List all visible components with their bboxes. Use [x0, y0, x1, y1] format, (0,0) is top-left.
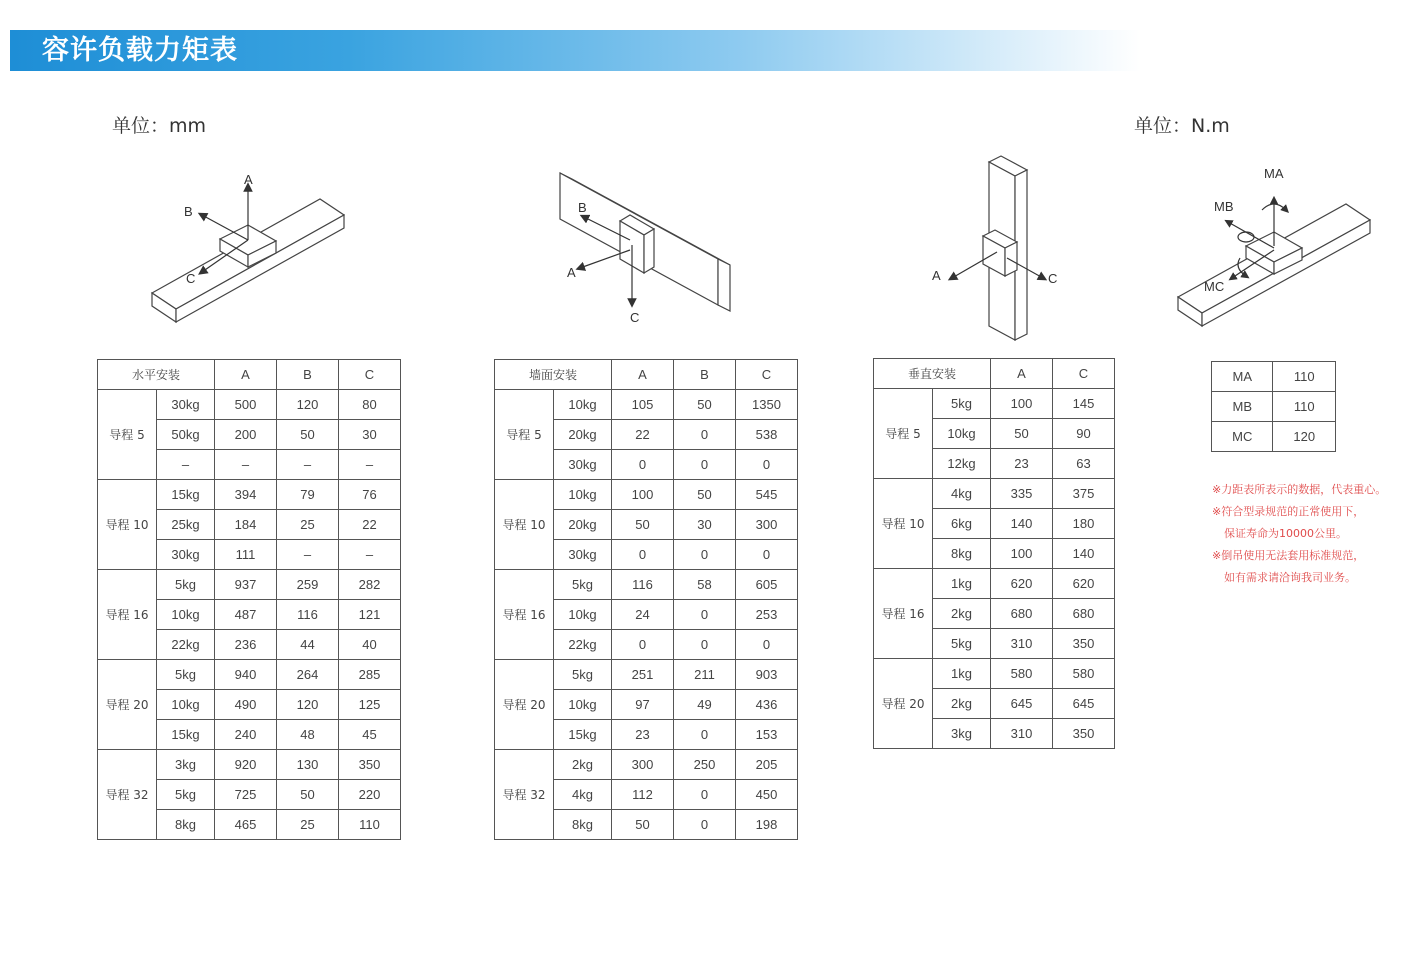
- value-cell: 0: [736, 540, 798, 570]
- table-row: [495, 390, 798, 420]
- load-cell: 8kg: [554, 810, 612, 840]
- load-cell: 20kg: [554, 510, 612, 540]
- load-cell: 2kg: [554, 750, 612, 780]
- value-cell: 545: [736, 480, 798, 510]
- diagram-moment: [1170, 160, 1380, 339]
- table-row: [98, 750, 401, 780]
- axis-c-label: C: [1048, 271, 1058, 286]
- load-cell: 5kg: [157, 660, 215, 690]
- value-cell: 80: [339, 390, 401, 420]
- diagram-horizontal: [140, 165, 360, 339]
- load-cell: 10kg: [554, 390, 612, 420]
- value-cell: 50: [277, 420, 339, 450]
- load-cell: 10kg: [157, 600, 215, 630]
- value-cell: 63: [1053, 449, 1115, 479]
- load-cell: 22kg: [554, 630, 612, 660]
- value-cell: 500: [215, 390, 277, 420]
- table-wall: [494, 359, 798, 840]
- value-cell: 250: [674, 750, 736, 780]
- lead-label: 导程 5: [495, 390, 554, 480]
- value-cell: 285: [339, 660, 401, 690]
- value-cell: 50: [991, 419, 1053, 449]
- value-cell: 50: [612, 810, 674, 840]
- value-cell: 0: [612, 450, 674, 480]
- lead-label: 导程 16: [874, 569, 933, 659]
- note-line: ※符合型录规范的正常使用下，: [1212, 505, 1365, 518]
- value-cell: 23: [991, 449, 1053, 479]
- axis-a-label: A: [567, 265, 576, 280]
- value-cell: 22: [339, 510, 401, 540]
- load-cell: 8kg: [933, 539, 991, 569]
- page-title: 容许负载力矩表: [42, 35, 238, 66]
- value-cell: 44: [277, 630, 339, 660]
- value-cell: 259: [277, 570, 339, 600]
- diagram-vertical: [925, 150, 1075, 354]
- value-cell: 184: [215, 510, 277, 540]
- table-row: [495, 480, 798, 510]
- value-cell: 153: [736, 720, 798, 750]
- load-cell: 5kg: [933, 389, 991, 419]
- value-cell: 48: [277, 720, 339, 750]
- column-header: A: [991, 359, 1053, 389]
- value-cell: 110: [339, 810, 401, 840]
- load-cell: 5kg: [554, 570, 612, 600]
- value-cell: 350: [339, 750, 401, 780]
- value-cell: 90: [1053, 419, 1115, 449]
- value-cell: 0: [674, 540, 736, 570]
- load-cell: 10kg: [554, 690, 612, 720]
- lead-label: 导程 10: [98, 480, 157, 570]
- value-cell: 205: [736, 750, 798, 780]
- notes: [1212, 479, 1386, 589]
- value-cell: 251: [612, 660, 674, 690]
- value-cell: –: [339, 540, 401, 570]
- value-cell: 0: [674, 810, 736, 840]
- value-cell: 30: [674, 510, 736, 540]
- value-cell: 0: [674, 420, 736, 450]
- value-cell: 236: [215, 630, 277, 660]
- lead-label: 导程 10: [495, 480, 554, 570]
- value-cell: 375: [1053, 479, 1115, 509]
- table-wall-body: [495, 360, 798, 840]
- value-cell: 538: [736, 420, 798, 450]
- value-cell: 490: [215, 690, 277, 720]
- load-cell: 3kg: [157, 750, 215, 780]
- moment-value: 110: [1273, 362, 1336, 392]
- table-horizontal-body: [98, 360, 401, 840]
- load-cell: 20kg: [554, 420, 612, 450]
- value-cell: 111: [215, 540, 277, 570]
- value-cell: 620: [1053, 569, 1115, 599]
- value-cell: 24: [612, 600, 674, 630]
- axis-c-label: C: [630, 310, 640, 325]
- value-cell: –: [277, 540, 339, 570]
- mounting-mode-header: 垂直安装: [874, 359, 991, 389]
- value-cell: 125: [339, 690, 401, 720]
- load-cell: 6kg: [933, 509, 991, 539]
- value-cell: 97: [612, 690, 674, 720]
- value-cell: 450: [736, 780, 798, 810]
- axis-c-label: C: [186, 271, 196, 286]
- value-cell: 58: [674, 570, 736, 600]
- load-cell: 4kg: [933, 479, 991, 509]
- axis-a-label: A: [244, 172, 253, 187]
- moment-name: MA: [1212, 362, 1273, 392]
- value-cell: 50: [277, 780, 339, 810]
- load-cell: 2kg: [933, 689, 991, 719]
- table-row: [1212, 362, 1336, 392]
- value-cell: 487: [215, 600, 277, 630]
- table-vertical-body: [874, 359, 1115, 749]
- value-cell: 25: [277, 510, 339, 540]
- load-cell: 15kg: [157, 720, 215, 750]
- load-cell: 5kg: [554, 660, 612, 690]
- diagram-wall: [550, 165, 750, 339]
- load-cell: 10kg: [554, 600, 612, 630]
- value-cell: 25: [277, 810, 339, 840]
- unit-label-mm: 单位：mm: [112, 115, 207, 137]
- table-horizontal: [97, 359, 401, 840]
- value-cell: 100: [991, 539, 1053, 569]
- lead-label: 导程 32: [495, 750, 554, 840]
- value-cell: 116: [277, 600, 339, 630]
- value-cell: –: [215, 450, 277, 480]
- table-moment-body: [1212, 362, 1336, 452]
- lead-label: 导程 16: [495, 570, 554, 660]
- column-header: B: [674, 360, 736, 390]
- load-cell: 22kg: [157, 630, 215, 660]
- load-cell: 12kg: [933, 449, 991, 479]
- load-cell: 30kg: [157, 390, 215, 420]
- value-cell: 300: [612, 750, 674, 780]
- value-cell: 76: [339, 480, 401, 510]
- moment-mc-label: MC: [1204, 279, 1225, 294]
- value-cell: 220: [339, 780, 401, 810]
- table-header-row: [874, 359, 1115, 389]
- value-cell: 0: [674, 720, 736, 750]
- table-row: [874, 389, 1115, 419]
- table-header-row: [98, 360, 401, 390]
- table-row: [495, 660, 798, 690]
- value-cell: 1350: [736, 390, 798, 420]
- value-cell: 350: [1053, 629, 1115, 659]
- value-cell: 282: [339, 570, 401, 600]
- value-cell: 105: [612, 390, 674, 420]
- value-cell: –: [339, 450, 401, 480]
- value-cell: 605: [736, 570, 798, 600]
- table-row: [98, 390, 401, 420]
- value-cell: 79: [277, 480, 339, 510]
- load-cell: 5kg: [933, 629, 991, 659]
- load-cell: 4kg: [554, 780, 612, 810]
- value-cell: 680: [1053, 599, 1115, 629]
- column-header: B: [277, 360, 339, 390]
- table-row: [1212, 422, 1336, 452]
- value-cell: 0: [674, 630, 736, 660]
- mounting-mode-header: 水平安装: [98, 360, 215, 390]
- note-line: 保证寿命为10000公里。: [1224, 527, 1347, 540]
- value-cell: 903: [736, 660, 798, 690]
- table-row: [98, 480, 401, 510]
- load-cell: 10kg: [933, 419, 991, 449]
- value-cell: 645: [1053, 689, 1115, 719]
- value-cell: 30: [339, 420, 401, 450]
- value-cell: 350: [1053, 719, 1115, 749]
- table-row: [874, 569, 1115, 599]
- load-cell: 5kg: [157, 570, 215, 600]
- value-cell: 140: [1053, 539, 1115, 569]
- value-cell: 40: [339, 630, 401, 660]
- value-cell: 940: [215, 660, 277, 690]
- load-cell: 50kg: [157, 420, 215, 450]
- value-cell: 121: [339, 600, 401, 630]
- axis-b-label: B: [184, 204, 193, 219]
- load-cell: 1kg: [933, 659, 991, 689]
- moment-mb-label: MB: [1214, 199, 1234, 214]
- table-vertical: [873, 358, 1115, 749]
- unit-label-nm: 单位：N.m: [1134, 115, 1230, 137]
- value-cell: 240: [215, 720, 277, 750]
- value-cell: 145: [1053, 389, 1115, 419]
- value-cell: 120: [277, 690, 339, 720]
- value-cell: 49: [674, 690, 736, 720]
- value-cell: 920: [215, 750, 277, 780]
- moment-value: 120: [1273, 422, 1336, 452]
- value-cell: 0: [674, 780, 736, 810]
- value-cell: 937: [215, 570, 277, 600]
- value-cell: 580: [991, 659, 1053, 689]
- value-cell: 253: [736, 600, 798, 630]
- value-cell: 50: [674, 390, 736, 420]
- axis-a-label: A: [932, 268, 941, 283]
- value-cell: 310: [991, 629, 1053, 659]
- load-cell: 25kg: [157, 510, 215, 540]
- column-header: C: [1053, 359, 1115, 389]
- lead-label: 导程 20: [874, 659, 933, 749]
- note-line: ※倒吊使用无法套用标准规范，: [1212, 549, 1365, 562]
- value-cell: 100: [612, 480, 674, 510]
- moment-value: 110: [1273, 392, 1336, 422]
- mounting-mode-header: 墙面安装: [495, 360, 612, 390]
- moment-ma-label: MA: [1264, 166, 1284, 181]
- table-row: [1212, 392, 1336, 422]
- note-line: ※力距表所表示的数据，代表重心。: [1212, 483, 1387, 496]
- value-cell: 580: [1053, 659, 1115, 689]
- value-cell: 0: [674, 450, 736, 480]
- table-row: [495, 750, 798, 780]
- load-cell: 30kg: [157, 540, 215, 570]
- load-cell: 8kg: [157, 810, 215, 840]
- table-header-row: [495, 360, 798, 390]
- value-cell: 140: [991, 509, 1053, 539]
- value-cell: 112: [612, 780, 674, 810]
- load-cell: 1kg: [933, 569, 991, 599]
- load-cell: 30kg: [554, 450, 612, 480]
- lead-label: 导程 20: [495, 660, 554, 750]
- table-row: [874, 479, 1115, 509]
- value-cell: 0: [736, 450, 798, 480]
- value-cell: 0: [674, 600, 736, 630]
- value-cell: 0: [736, 630, 798, 660]
- value-cell: 0: [612, 630, 674, 660]
- value-cell: 680: [991, 599, 1053, 629]
- axis-b-label: B: [578, 200, 587, 215]
- load-cell: 30kg: [554, 540, 612, 570]
- value-cell: 645: [991, 689, 1053, 719]
- value-cell: 725: [215, 780, 277, 810]
- lead-label: 导程 5: [98, 390, 157, 480]
- value-cell: 0: [612, 540, 674, 570]
- column-header: A: [215, 360, 277, 390]
- column-header: A: [612, 360, 674, 390]
- load-cell: 3kg: [933, 719, 991, 749]
- value-cell: 23: [612, 720, 674, 750]
- column-header: C: [736, 360, 798, 390]
- value-cell: 50: [674, 480, 736, 510]
- value-cell: 264: [277, 660, 339, 690]
- load-cell: 2kg: [933, 599, 991, 629]
- table-moment: [1211, 361, 1336, 452]
- column-header: C: [339, 360, 401, 390]
- table-row: [495, 570, 798, 600]
- value-cell: 22: [612, 420, 674, 450]
- value-cell: 310: [991, 719, 1053, 749]
- value-cell: 116: [612, 570, 674, 600]
- value-cell: –: [277, 450, 339, 480]
- header-bar: [10, 30, 1140, 71]
- lead-label: 导程 32: [98, 750, 157, 840]
- value-cell: 200: [215, 420, 277, 450]
- load-cell: 15kg: [157, 480, 215, 510]
- table-row: [98, 570, 401, 600]
- load-cell: –: [157, 450, 215, 480]
- moment-name: MB: [1212, 392, 1273, 422]
- value-cell: 300: [736, 510, 798, 540]
- value-cell: 620: [991, 569, 1053, 599]
- value-cell: 198: [736, 810, 798, 840]
- value-cell: 45: [339, 720, 401, 750]
- lead-label: 导程 5: [874, 389, 933, 479]
- value-cell: 465: [215, 810, 277, 840]
- load-cell: 5kg: [157, 780, 215, 810]
- value-cell: 100: [991, 389, 1053, 419]
- load-cell: 10kg: [554, 480, 612, 510]
- value-cell: 130: [277, 750, 339, 780]
- load-cell: 15kg: [554, 720, 612, 750]
- lead-label: 导程 10: [874, 479, 933, 569]
- note-line: 如有需求请洽询我司业务。: [1224, 571, 1356, 584]
- value-cell: 50: [612, 510, 674, 540]
- value-cell: 180: [1053, 509, 1115, 539]
- value-cell: 211: [674, 660, 736, 690]
- value-cell: 335: [991, 479, 1053, 509]
- value-cell: 120: [277, 390, 339, 420]
- lead-label: 导程 20: [98, 660, 157, 750]
- table-row: [98, 660, 401, 690]
- moment-name: MC: [1212, 422, 1273, 452]
- value-cell: 394: [215, 480, 277, 510]
- lead-label: 导程 16: [98, 570, 157, 660]
- load-cell: 10kg: [157, 690, 215, 720]
- value-cell: 436: [736, 690, 798, 720]
- table-row: [874, 659, 1115, 689]
